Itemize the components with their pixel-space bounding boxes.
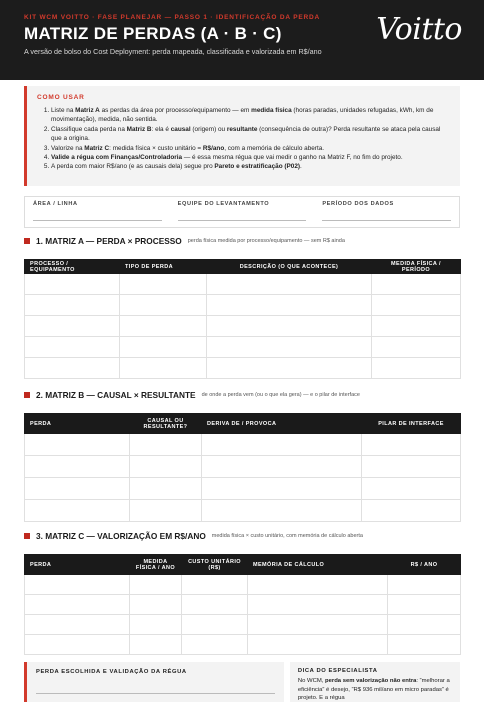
how-to-box	[24, 86, 460, 186]
section-marker	[24, 392, 30, 398]
step-emphasis: Pareto e estratificação (P02)	[214, 163, 301, 171]
step-text: (horas paradas, unidades refugadas, kWh, km de movimentação), medida, não sentida.	[51, 107, 434, 124]
validation-label: PERDA ESCOLHIDA E VALIDAÇÃO DA RÉGUA	[36, 669, 187, 675]
col-header: DERIVA DE / PROVOCA	[202, 414, 362, 434]
validation-line[interactable]	[36, 693, 275, 694]
col-header: MEMÓRIA DE CÁLCULO	[248, 555, 388, 575]
col-header: MEDIDA FÍSICA / ANO	[130, 555, 182, 575]
page-subtitle: A versão de bolso do Cost Deployment: perda mapeada, classificada e valorizada em R$/ano	[24, 47, 322, 56]
table-cell[interactable]	[130, 478, 202, 500]
table-cell[interactable]	[25, 274, 120, 295]
table-cell[interactable]	[120, 295, 207, 316]
matrix-c-title: 3. MATRIZ C — VALORIZAÇÃO EM R$/ANO	[36, 531, 206, 541]
field-team[interactable]	[170, 197, 315, 227]
matrix-c-table	[24, 554, 461, 655]
table-row	[25, 595, 461, 615]
step-emphasis: Matriz A	[75, 107, 100, 114]
table-row	[25, 358, 461, 379]
table-row	[25, 295, 461, 316]
col-header: R$ / ANO	[388, 555, 461, 575]
step-text: Classifique cada perda na	[51, 125, 127, 133]
table-cell[interactable]	[372, 337, 461, 358]
header-fields	[24, 196, 460, 228]
step-text: Liste na	[51, 107, 76, 114]
matrix-a-title: 1. MATRIZ A — PERDA × PROCESSO	[36, 236, 182, 246]
table-cell[interactable]	[25, 434, 130, 456]
table-row	[25, 635, 461, 655]
table-cell[interactable]	[362, 434, 461, 456]
table-row	[25, 478, 461, 500]
matrix-b-title: 2. MATRIZ B — CAUSAL × RESULTANTE	[36, 390, 196, 400]
step-text: (consequência de outra)? Perda resultante se ataca pela causal que a origina.	[51, 125, 441, 143]
voitto-logo: Voitto	[376, 12, 462, 47]
step-text: .	[300, 163, 302, 171]
table-cell[interactable]	[130, 456, 202, 478]
field-team-line[interactable]	[178, 220, 307, 221]
header	[0, 0, 484, 80]
table-cell[interactable]	[25, 456, 130, 478]
table-cell[interactable]	[202, 478, 362, 500]
col-header: MEDIDA FÍSICA / PERÍODO	[372, 260, 461, 274]
col-header: CAUSAL OU RESULTANTE?	[130, 414, 202, 434]
how-to-title: COMO USAR	[37, 94, 85, 101]
col-header: TIPO DE PERDA	[120, 260, 207, 274]
step-text: , com a memória de cálculo aberta.	[224, 144, 325, 152]
step-text: — é essa mesma régua que vai medir o ganho na Matriz F, no fim do projeto.	[182, 154, 403, 162]
how-to-step	[51, 153, 450, 162]
table-row	[25, 316, 461, 337]
table-cell[interactable]	[362, 500, 461, 522]
table-cell[interactable]	[25, 358, 120, 379]
expert-tip-title: DICA DO ESPECIALISTA	[297, 668, 378, 674]
tip-part: : “melhorar a eficiência” é desejo, “R$ 936 mil/ano em micro paradas” é projeto. E a régua	[297, 678, 450, 702]
step-emphasis: Matriz B	[126, 125, 152, 133]
how-to-step	[51, 106, 450, 125]
table-cell[interactable]	[372, 358, 461, 379]
table-cell[interactable]	[372, 316, 461, 337]
field-team-label: EQUIPE DO LEVANTAMENTO	[177, 201, 270, 207]
col-header: PERDA	[25, 555, 130, 575]
table-cell[interactable]	[25, 316, 120, 337]
step-emphasis: resultante	[226, 125, 258, 133]
table-row	[25, 500, 461, 522]
table-cell[interactable]	[388, 575, 461, 595]
table-row	[25, 456, 461, 478]
table-cell[interactable]	[248, 615, 388, 635]
table-cell[interactable]	[120, 316, 207, 337]
field-period-line[interactable]	[322, 220, 451, 221]
table-row	[25, 337, 461, 358]
matrix-a-section	[24, 235, 460, 379]
col-header: DESCRIÇÃO (O QUE ACONTECE)	[207, 260, 372, 274]
table-cell[interactable]	[248, 635, 388, 655]
field-period[interactable]	[314, 197, 459, 227]
step-emphasis: Valide a régua com Finanças/Controladoria	[51, 154, 183, 162]
table-cell[interactable]	[202, 500, 362, 522]
table-cell[interactable]	[25, 295, 120, 316]
table-cell[interactable]	[207, 295, 372, 316]
table-cell[interactable]	[202, 456, 362, 478]
field-area-line[interactable]	[33, 220, 162, 221]
step-emphasis: Matriz C	[84, 144, 110, 152]
matrix-c-note: medida física × custo unitário, com memória de cálculo aberta	[211, 533, 363, 539]
section-marker	[24, 238, 30, 244]
step-text: Valorize na	[51, 144, 85, 152]
matrix-b-table	[24, 413, 461, 522]
table-cell[interactable]	[207, 337, 372, 358]
table-cell[interactable]	[25, 575, 130, 595]
table-row	[25, 274, 461, 295]
col-header: PROCESSO / EQUIPAMENTO	[25, 260, 120, 274]
step-text: : ela é	[151, 125, 171, 133]
step-emphasis: causal	[170, 125, 191, 133]
matrix-b-section	[24, 389, 460, 522]
matrix-a-table	[24, 259, 461, 379]
how-to-step	[51, 162, 450, 171]
table-cell[interactable]	[248, 595, 388, 615]
table-row	[25, 575, 461, 595]
kicker: KIT WCM VOITTO · FASE PLANEJAR — PASSO 1 · IDENTIFICAÇÃO DA PERDA	[24, 14, 321, 21]
table-cell[interactable]	[388, 595, 461, 615]
table-cell[interactable]	[130, 434, 202, 456]
step-text: as perdas da área por processo/equipamento — em	[99, 107, 252, 114]
table-cell[interactable]	[207, 274, 372, 295]
table-cell[interactable]	[130, 575, 182, 595]
table-cell[interactable]	[202, 434, 362, 456]
table-cell[interactable]	[182, 575, 248, 595]
table-cell[interactable]	[25, 615, 130, 635]
step-emphasis: R$/ano	[202, 144, 225, 152]
step-text: A perda com maior R$/ano (e as causais dela) segue pro	[51, 163, 215, 171]
table-cell[interactable]	[388, 635, 461, 655]
table-cell[interactable]	[25, 595, 130, 615]
expert-tip-box	[290, 662, 460, 702]
table-row	[25, 615, 461, 635]
table-cell[interactable]	[120, 274, 207, 295]
table-cell[interactable]	[25, 500, 130, 522]
col-header: CUSTO UNITÁRIO (R$)	[182, 555, 248, 575]
matrix-a-note: perda física medida por processo/equipamento — sem R$ ainda	[187, 238, 345, 244]
table-cell[interactable]	[207, 358, 372, 379]
matrix-b-note: de onde a perda vem (ou o que ela gera) — e o pilar de interface	[201, 392, 360, 398]
table-cell[interactable]	[388, 615, 461, 635]
table-cell[interactable]	[182, 595, 248, 615]
field-area-label: ÁREA / LINHA	[33, 201, 78, 207]
table-cell[interactable]	[207, 316, 372, 337]
tip-part-bold: perda sem valorização não entra	[325, 678, 417, 684]
col-header: PERDA	[25, 414, 130, 434]
table-cell[interactable]	[248, 575, 388, 595]
table-cell[interactable]	[182, 635, 248, 655]
table-cell[interactable]	[130, 615, 182, 635]
col-header: PILAR DE INTERFACE	[362, 414, 461, 434]
table-cell[interactable]	[130, 500, 202, 522]
bottom-panels	[24, 662, 460, 702]
step-text: (origem) ou	[190, 125, 227, 133]
table-cell[interactable]	[25, 337, 120, 358]
table-cell[interactable]	[25, 635, 130, 655]
table-cell[interactable]	[362, 456, 461, 478]
table-cell[interactable]	[182, 615, 248, 635]
table-cell[interactable]	[25, 478, 130, 500]
table-cell[interactable]	[120, 337, 207, 358]
table-cell[interactable]	[130, 635, 182, 655]
page-title: MATRIZ DE PERDAS (A · B · C)	[24, 24, 282, 43]
how-to-steps	[37, 106, 450, 172]
step-text: : medida física × custo unitário =	[109, 144, 203, 152]
validation-box[interactable]	[24, 662, 284, 702]
table-cell[interactable]	[362, 478, 461, 500]
how-to-step	[51, 144, 450, 153]
table-cell[interactable]	[372, 274, 461, 295]
table-cell[interactable]	[372, 295, 461, 316]
expert-tip-text	[298, 677, 452, 703]
table-cell[interactable]	[130, 595, 182, 615]
step-emphasis: medida física	[251, 107, 292, 114]
field-area[interactable]	[25, 197, 170, 227]
matrix-c-section	[24, 530, 460, 655]
field-period-label: PERÍODO DOS DADOS	[322, 201, 394, 207]
table-cell[interactable]	[120, 358, 207, 379]
tip-part: No WCM,	[297, 678, 326, 684]
section-marker	[24, 533, 30, 539]
table-row	[25, 434, 461, 456]
how-to-step	[51, 125, 450, 144]
